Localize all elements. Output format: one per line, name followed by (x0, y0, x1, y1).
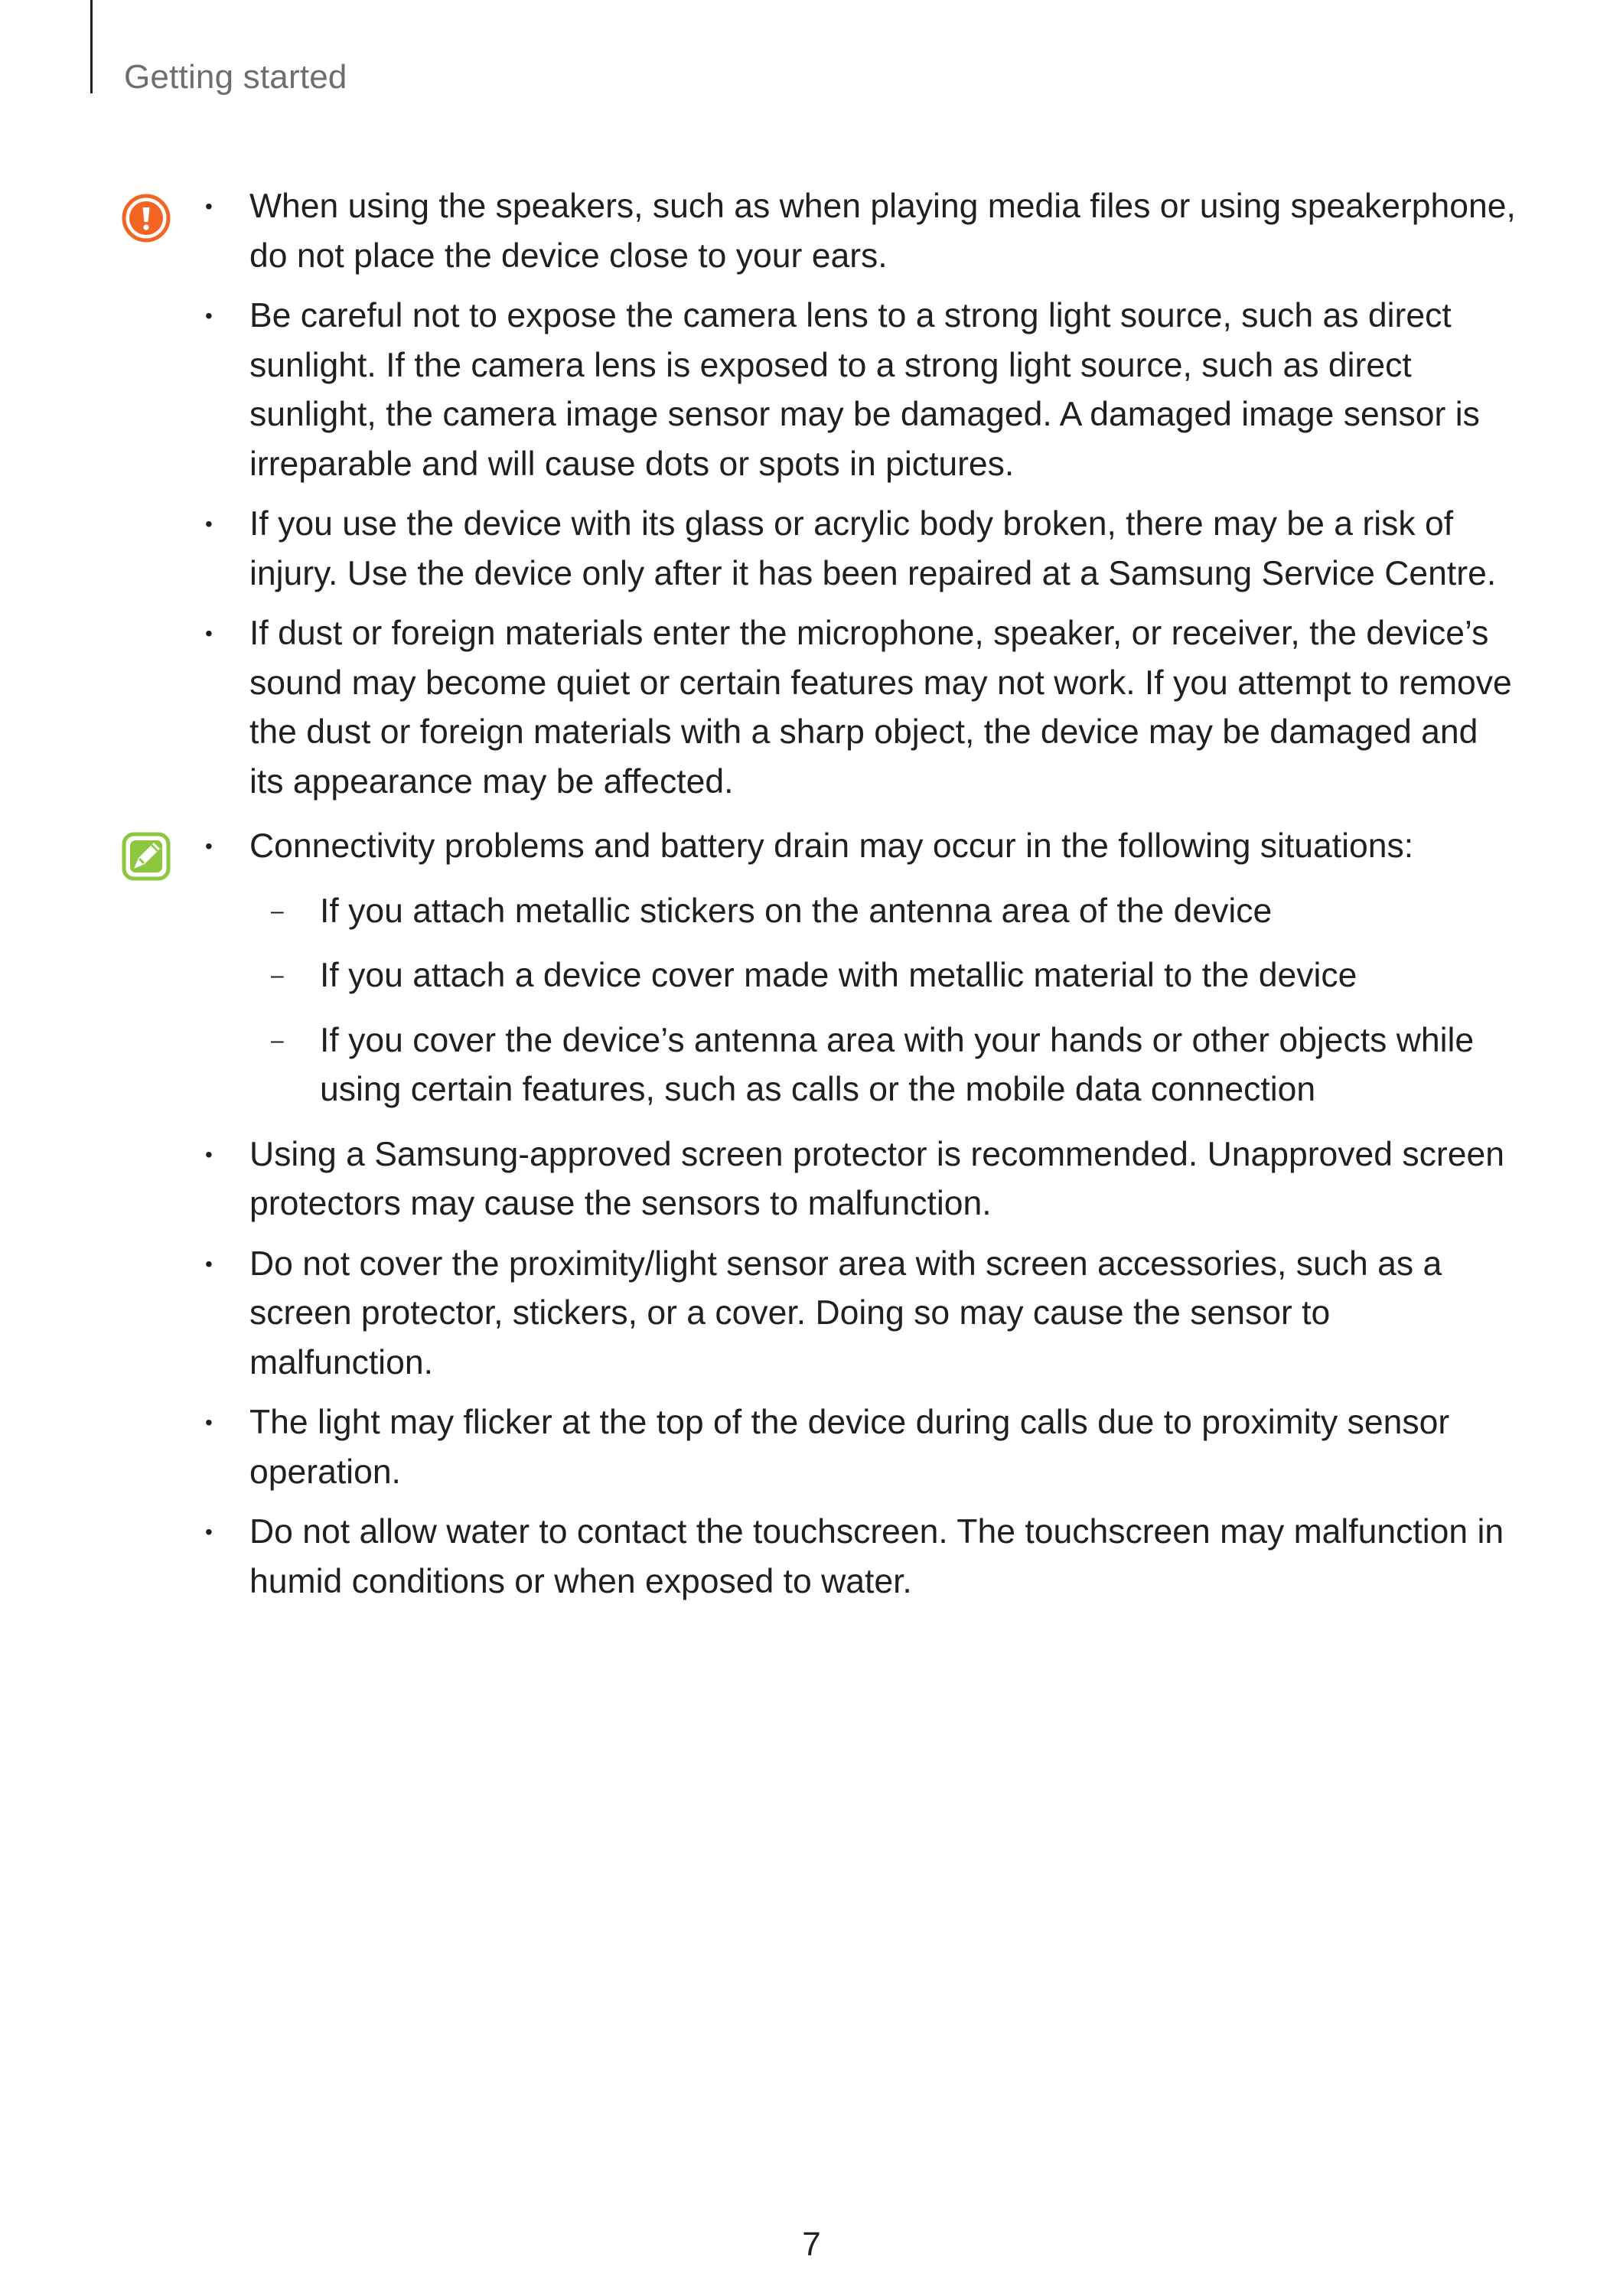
caution-item: • If dust or foreign materials enter the microphone, speaker, or receiver, the device’s sound may become quiet or certain features may not work. If you attempt to remove the dust or foreign materials with a sharp object, the device may be damaged and its appearance may be affected. (200, 609, 1517, 807)
note-item: • Do not cover the proximity/light sensor area with screen accessories, such as a screen protector, stickers, or a cover. Doing so may cause the sensor to malfunction. (200, 1240, 1517, 1388)
note-item (200, 822, 1517, 1115)
note-item: • The light may flicker at the top of the device during calls due to proximity sensor operation. (200, 1398, 1517, 1497)
caution-icon (121, 193, 171, 243)
note-sub-item: – If you attach a device cover made with metallic material to the device (249, 951, 1517, 1001)
note-item: • Using a Samsung-approved screen protector is recommended. Unapproved screen protectors may cause the sensors to malfunction. (200, 1130, 1517, 1229)
page-number: 7 (802, 2226, 821, 2263)
header-rule (90, 0, 93, 93)
note-sub-list (249, 887, 1517, 1115)
caution-item: • If you use the device with its glass or acrylic body broken, there may be a risk of injury. Use the device only after it has been repaired at a Samsung Service Centre. (200, 500, 1517, 598)
caution-list (200, 182, 1517, 817)
caution-item: • Be careful not to expose the camera lens to a strong light source, such as direct sunlight. If the camera lens is exposed to a strong light source, such as direct sunlight, the camera image sensor may be damaged. A damaged image sensor is irreparable and will cause dots or spots in pictures. (200, 292, 1517, 489)
note-sub-item: – If you attach metallic stickers on the antenna area of the device (249, 887, 1517, 937)
note-icon (121, 831, 171, 882)
section-title: Getting started (124, 58, 347, 96)
note-item-text: Connectivity problems and battery drain may occur in the following situations: (249, 827, 1414, 865)
note-item: • Do not allow water to contact the touchscreen. The touchscreen may malfunction in humid conditions or when exposed to water. (200, 1508, 1517, 1606)
caution-item: • When using the speakers, such as when playing media files or using speakerphone, do not place the device close to your ears. (200, 182, 1517, 281)
note-sub-item: – If you cover the device’s antenna area with your hands or other objects while using certain features, such as calls or the mobile data connection (249, 1016, 1517, 1115)
note-list (200, 822, 1517, 1617)
